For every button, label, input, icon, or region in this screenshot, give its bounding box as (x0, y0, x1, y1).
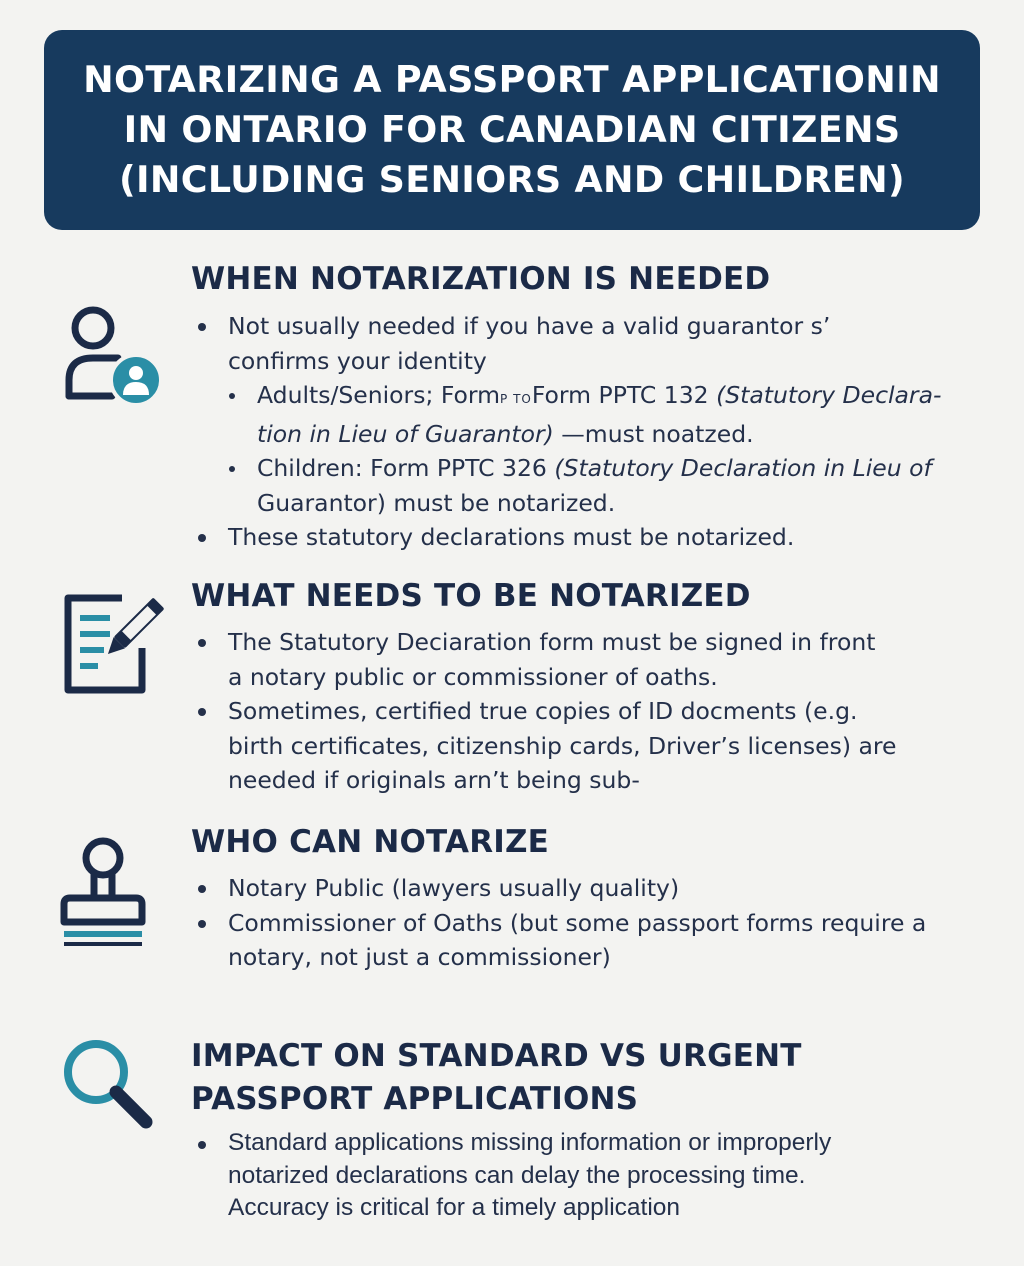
bullet-list (0, 309, 1024, 555)
bullet-list (0, 1127, 1024, 1225)
section-heading: WHAT NEEDS TO BE NOTARIZED (191, 578, 751, 614)
section-heading-line-2: PASSPORT APPLICATIONS (191, 1081, 639, 1117)
list-item: The Statutory Deciaration form must be signed in front a notary public or commissioner of oaths. (0, 625, 1024, 694)
magnifying-glass-icon (60, 1036, 160, 1136)
section-heading: WHO CAN NOTARIZE (191, 824, 550, 860)
section-heading-line-1: IMPACT ON STANDARD VS URGENT (191, 1038, 802, 1074)
sub-list-item-children: Children: Form PPTC 326 (Statutory Declaration in Lieu of Guarantor) must be notarized. (0, 451, 1024, 520)
title-banner (44, 30, 980, 230)
title-line-1: NOTARIZING A PASSPORT APPLICATIONIN (83, 58, 941, 101)
section-heading: WHEN NOTARIZATION IS NEEDED (191, 261, 771, 297)
list-item: Commissioner of Oaths (but some passport forms require a notary, not just a commissioner) (0, 906, 1024, 975)
list-item: These statutory declarations must be notarized. (0, 520, 1024, 555)
list-item: Not usually needed if you have a valid guarantor s’ confirms your identity (0, 309, 1024, 378)
sub-list-item-adults: Adults/Seniors; FormP TOForm PPTC 132 (Statutory Declara- tion in Lieu of Guarantor) —must noatzed. (0, 378, 1024, 451)
title-line-2: IN ONTARIO FOR CANADIAN CITIZENS (123, 108, 901, 151)
title-line-3: (INCLUDING SENIORS AND CHILDREN) (119, 158, 905, 201)
list-item: Sometimes, certified true copies of ID docments (e.g. birth certificates, citizenship cards, Driver’s licenses) are needed if originals arn’t being sub- (0, 694, 1024, 798)
list-item: Notary Public (lawyers usually quality) (0, 871, 1024, 906)
bullet-list (0, 625, 1024, 798)
list-item: Standard applications missing information or improperly notarized declarations can delay the processing time. Accuracy is critical for a timely application (0, 1127, 1024, 1225)
bullet-list (0, 871, 1024, 975)
